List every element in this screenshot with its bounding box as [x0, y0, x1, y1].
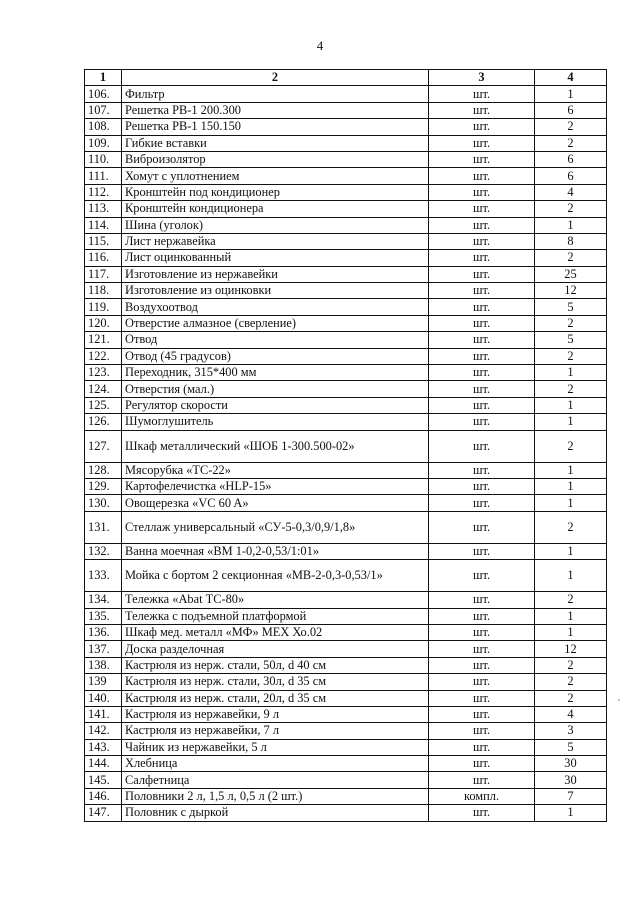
- unit-cell: шт.: [429, 624, 535, 640]
- table-row: [85, 756, 607, 772]
- quantity-cell: 6: [535, 151, 607, 167]
- row-number-cell: 120.: [85, 315, 122, 331]
- row-number-cell: 126.: [85, 414, 122, 430]
- row-number-cell: 140.: [85, 690, 122, 706]
- quantity-cell: 2: [535, 511, 607, 543]
- quantity-cell: 2: [535, 690, 607, 706]
- quantity-cell: 2: [535, 592, 607, 608]
- quantity-cell: 1: [535, 560, 607, 592]
- item-name-cell: Мясорубка «ТС-22»: [122, 462, 429, 478]
- table-row: [85, 592, 607, 608]
- table-row: [85, 315, 607, 331]
- quantity-cell: 30: [535, 756, 607, 772]
- unit-cell: шт.: [429, 690, 535, 706]
- quantity-cell: 2: [535, 430, 607, 462]
- row-number-cell: 137.: [85, 641, 122, 657]
- row-number-cell: 127.: [85, 430, 122, 462]
- row-number-cell: 122.: [85, 348, 122, 364]
- unit-cell: шт.: [429, 283, 535, 299]
- quantity-cell: 1: [535, 805, 607, 821]
- row-number-cell: 136.: [85, 624, 122, 640]
- row-number-cell: 125.: [85, 397, 122, 413]
- quantity-cell: 2: [535, 201, 607, 217]
- item-name-cell: Отверстия (мал.): [122, 381, 429, 397]
- item-name-cell: Кастрюля из нерж. стали, 20л, d 35 см: [122, 690, 429, 706]
- unit-cell: шт.: [429, 543, 535, 559]
- unit-cell: шт.: [429, 495, 535, 511]
- row-number-cell: 139: [85, 674, 122, 690]
- table-row: [85, 772, 607, 788]
- quantity-cell: 2: [535, 119, 607, 135]
- item-name-cell: Доска разделочная: [122, 641, 429, 657]
- row-number-cell: 124.: [85, 381, 122, 397]
- row-number-cell: 121.: [85, 332, 122, 348]
- item-name-cell: Кастрюля из нержавейки, 9 л: [122, 706, 429, 722]
- quantity-cell: 5: [535, 299, 607, 315]
- unit-cell: шт.: [429, 772, 535, 788]
- table-row: [85, 690, 607, 706]
- unit-cell: шт.: [429, 414, 535, 430]
- row-number-cell: 129.: [85, 478, 122, 494]
- row-number-cell: 143.: [85, 739, 122, 755]
- table-row: [85, 217, 607, 233]
- header-cell-quantity: 4: [535, 70, 607, 86]
- unit-cell: шт.: [429, 168, 535, 184]
- unit-cell: шт.: [429, 102, 535, 118]
- unit-cell: шт.: [429, 608, 535, 624]
- unit-cell: шт.: [429, 299, 535, 315]
- quantity-cell: 3: [535, 723, 607, 739]
- unit-cell: шт.: [429, 381, 535, 397]
- item-name-cell: Овощерезка «VC 60 A»: [122, 495, 429, 511]
- quantity-cell: 2: [535, 381, 607, 397]
- item-name-cell: Лист нержавейка: [122, 233, 429, 249]
- table-row: [85, 266, 607, 282]
- table-row: [85, 543, 607, 559]
- quantity-cell: 1: [535, 365, 607, 381]
- quantity-cell: 1: [535, 543, 607, 559]
- item-name-cell: Решетка РВ-1 200.300: [122, 102, 429, 118]
- item-name-cell: Отвод: [122, 332, 429, 348]
- row-number-cell: 115.: [85, 233, 122, 249]
- item-name-cell: Кронштейн под кондиционер: [122, 184, 429, 200]
- quantity-cell: 1: [535, 86, 607, 102]
- quantity-cell: 2: [535, 135, 607, 151]
- row-number-cell: 118.: [85, 283, 122, 299]
- table-row: [85, 414, 607, 430]
- table-row: [85, 641, 607, 657]
- quantity-cell: 1: [535, 624, 607, 640]
- table-row: [85, 430, 607, 462]
- table-row: [85, 184, 607, 200]
- item-name-cell: Кронштейн кондиционера: [122, 201, 429, 217]
- table-row: [85, 495, 607, 511]
- table-row: [85, 299, 607, 315]
- item-name-cell: Тележка с подъемной платформой: [122, 608, 429, 624]
- row-number-cell: 131.: [85, 511, 122, 543]
- row-number-cell: 135.: [85, 608, 122, 624]
- unit-cell: шт.: [429, 511, 535, 543]
- table-row: [85, 805, 607, 821]
- unit-cell: шт.: [429, 250, 535, 266]
- quantity-cell: 1: [535, 217, 607, 233]
- table-row: [85, 365, 607, 381]
- table-row: [85, 739, 607, 755]
- table-row: [85, 624, 607, 640]
- table-row: [85, 706, 607, 722]
- item-name-cell: Салфетница: [122, 772, 429, 788]
- table-row: [85, 478, 607, 494]
- row-number-cell: 142.: [85, 723, 122, 739]
- item-name-cell: Отверстие алмазное (сверление): [122, 315, 429, 331]
- unit-cell: шт.: [429, 430, 535, 462]
- item-name-cell: Кастрюля из нержавейки, 7 л: [122, 723, 429, 739]
- table-row: [85, 657, 607, 673]
- unit-cell: шт.: [429, 119, 535, 135]
- item-name-cell: Шумоглушитель: [122, 414, 429, 430]
- unit-cell: шт.: [429, 135, 535, 151]
- table-row: [85, 151, 607, 167]
- unit-cell: шт.: [429, 674, 535, 690]
- unit-cell: шт.: [429, 184, 535, 200]
- unit-cell: шт.: [429, 332, 535, 348]
- table-row: [85, 674, 607, 690]
- quantity-cell: 4: [535, 184, 607, 200]
- table-row: [85, 348, 607, 364]
- header-row: [85, 70, 607, 86]
- table-row: [85, 397, 607, 413]
- row-number-cell: 138.: [85, 657, 122, 673]
- unit-cell: шт.: [429, 739, 535, 755]
- item-name-cell: Хомут с уплотнением: [122, 168, 429, 184]
- item-name-cell: Гибкие вставки: [122, 135, 429, 151]
- row-number-cell: 109.: [85, 135, 122, 151]
- page-number: 4: [316, 38, 324, 53]
- unit-cell: шт.: [429, 201, 535, 217]
- item-name-cell: Шина (уголок): [122, 217, 429, 233]
- unit-cell: шт.: [429, 233, 535, 249]
- quantity-cell: 2: [535, 657, 607, 673]
- unit-cell: компл.: [429, 788, 535, 804]
- item-name-cell: Регулятор скорости: [122, 397, 429, 413]
- table-row: [85, 511, 607, 543]
- item-name-cell: Картофелечистка «HLP-15»: [122, 478, 429, 494]
- unit-cell: шт.: [429, 266, 535, 282]
- quantity-cell: 1: [535, 495, 607, 511]
- item-name-cell: Кастрюля из нерж. стали, 30л, d 35 см: [122, 674, 429, 690]
- row-number-cell: 117.: [85, 266, 122, 282]
- quantity-cell: 12: [535, 283, 607, 299]
- row-number-cell: 133.: [85, 560, 122, 592]
- item-name-cell: Отвод (45 градусов): [122, 348, 429, 364]
- inventory-table: [84, 69, 607, 822]
- unit-cell: шт.: [429, 560, 535, 592]
- row-number-cell: 111.: [85, 168, 122, 184]
- table-row: [85, 233, 607, 249]
- item-name-cell: Мойка с бортом 2 секционная «МВ-2-0,3-0,53/1»: [122, 560, 429, 592]
- quantity-cell: 1: [535, 397, 607, 413]
- item-name-cell: Переходник, 315*400 мм: [122, 365, 429, 381]
- unit-cell: шт.: [429, 365, 535, 381]
- unit-cell: шт.: [429, 641, 535, 657]
- table-row: [85, 250, 607, 266]
- quantity-cell: 1: [535, 414, 607, 430]
- item-name-cell: Изготовление из оцинковки: [122, 283, 429, 299]
- table-row: [85, 201, 607, 217]
- unit-cell: шт.: [429, 592, 535, 608]
- item-name-cell: Решетка РВ-1 150.150: [122, 119, 429, 135]
- unit-cell: шт.: [429, 462, 535, 478]
- row-number-cell: 146.: [85, 788, 122, 804]
- item-name-cell: Воздухоотвод: [122, 299, 429, 315]
- row-number-cell: 119.: [85, 299, 122, 315]
- item-name-cell: Ванна моечная «ВМ 1-0,2-0,53/1:01»: [122, 543, 429, 559]
- item-name-cell: Шкаф мед. металл «МФ» МЕХ Хо.02: [122, 624, 429, 640]
- unit-cell: шт.: [429, 706, 535, 722]
- quantity-cell: 5: [535, 332, 607, 348]
- quantity-cell: 5: [535, 739, 607, 755]
- item-name-cell: Стеллаж универсальный «СУ-5-0,3/0,9/1,8»: [122, 511, 429, 543]
- quantity-cell: 2: [535, 315, 607, 331]
- quantity-cell: 25: [535, 266, 607, 282]
- table-row: [85, 135, 607, 151]
- table-row: [85, 462, 607, 478]
- row-number-cell: 107.: [85, 102, 122, 118]
- quantity-cell: 2: [535, 348, 607, 364]
- table-row: [85, 560, 607, 592]
- row-number-cell: 132.: [85, 543, 122, 559]
- table-row: [85, 283, 607, 299]
- table-row: [85, 381, 607, 397]
- quantity-cell: 1: [535, 462, 607, 478]
- row-number-cell: 145.: [85, 772, 122, 788]
- unit-cell: шт.: [429, 397, 535, 413]
- item-name-cell: Половник с дыркой: [122, 805, 429, 821]
- row-number-cell: 106.: [85, 86, 122, 102]
- item-name-cell: Лист оцинкованный: [122, 250, 429, 266]
- row-number-cell: 130.: [85, 495, 122, 511]
- item-name-cell: Тележка «Abat ТС-80»: [122, 592, 429, 608]
- quantity-cell: 6: [535, 102, 607, 118]
- unit-cell: шт.: [429, 756, 535, 772]
- row-number-cell: 108.: [85, 119, 122, 135]
- table-row: [85, 608, 607, 624]
- unit-cell: шт.: [429, 151, 535, 167]
- row-number-cell: 110.: [85, 151, 122, 167]
- quantity-cell: 12: [535, 641, 607, 657]
- quantity-cell: 4: [535, 706, 607, 722]
- header-cell-unit: 3: [429, 70, 535, 86]
- table-row: [85, 788, 607, 804]
- item-name-cell: Шкаф металлический «ШОБ 1-300.500-02»: [122, 430, 429, 462]
- item-name-cell: Виброизолятор: [122, 151, 429, 167]
- table-row: [85, 723, 607, 739]
- quantity-cell: 2: [535, 250, 607, 266]
- unit-cell: шт.: [429, 217, 535, 233]
- row-number-cell: 141.: [85, 706, 122, 722]
- unit-cell: шт.: [429, 315, 535, 331]
- row-number-cell: 134.: [85, 592, 122, 608]
- item-name-cell: Половники 2 л, 1,5 л, 0,5 л (2 шт.): [122, 788, 429, 804]
- margin-mark: ': [618, 698, 620, 709]
- item-name-cell: Кастрюля из нерж. стали, 50л, d 40 см: [122, 657, 429, 673]
- row-number-cell: 116.: [85, 250, 122, 266]
- item-name-cell: Фильтр: [122, 86, 429, 102]
- row-number-cell: 112.: [85, 184, 122, 200]
- item-name-cell: Чайник из нержавейки, 5 л: [122, 739, 429, 755]
- row-number-cell: 144.: [85, 756, 122, 772]
- table-row: [85, 86, 607, 102]
- row-number-cell: 147.: [85, 805, 122, 821]
- quantity-cell: 30: [535, 772, 607, 788]
- quantity-cell: 6: [535, 168, 607, 184]
- quantity-cell: 1: [535, 478, 607, 494]
- item-name-cell: Изготовление из нержавейки: [122, 266, 429, 282]
- unit-cell: шт.: [429, 657, 535, 673]
- row-number-cell: 128.: [85, 462, 122, 478]
- quantity-cell: 2: [535, 674, 607, 690]
- item-name-cell: Хлебница: [122, 756, 429, 772]
- unit-cell: шт.: [429, 348, 535, 364]
- table-row: [85, 102, 607, 118]
- table-row: [85, 119, 607, 135]
- table-row: [85, 332, 607, 348]
- quantity-cell: 8: [535, 233, 607, 249]
- unit-cell: шт.: [429, 478, 535, 494]
- quantity-cell: 1: [535, 608, 607, 624]
- table-row: [85, 168, 607, 184]
- row-number-cell: 113.: [85, 201, 122, 217]
- header-cell-number: 1: [85, 70, 122, 86]
- header-cell-name: 2: [122, 70, 429, 86]
- unit-cell: шт.: [429, 86, 535, 102]
- unit-cell: шт.: [429, 723, 535, 739]
- row-number-cell: 123.: [85, 365, 122, 381]
- quantity-cell: 7: [535, 788, 607, 804]
- unit-cell: шт.: [429, 805, 535, 821]
- row-number-cell: 114.: [85, 217, 122, 233]
